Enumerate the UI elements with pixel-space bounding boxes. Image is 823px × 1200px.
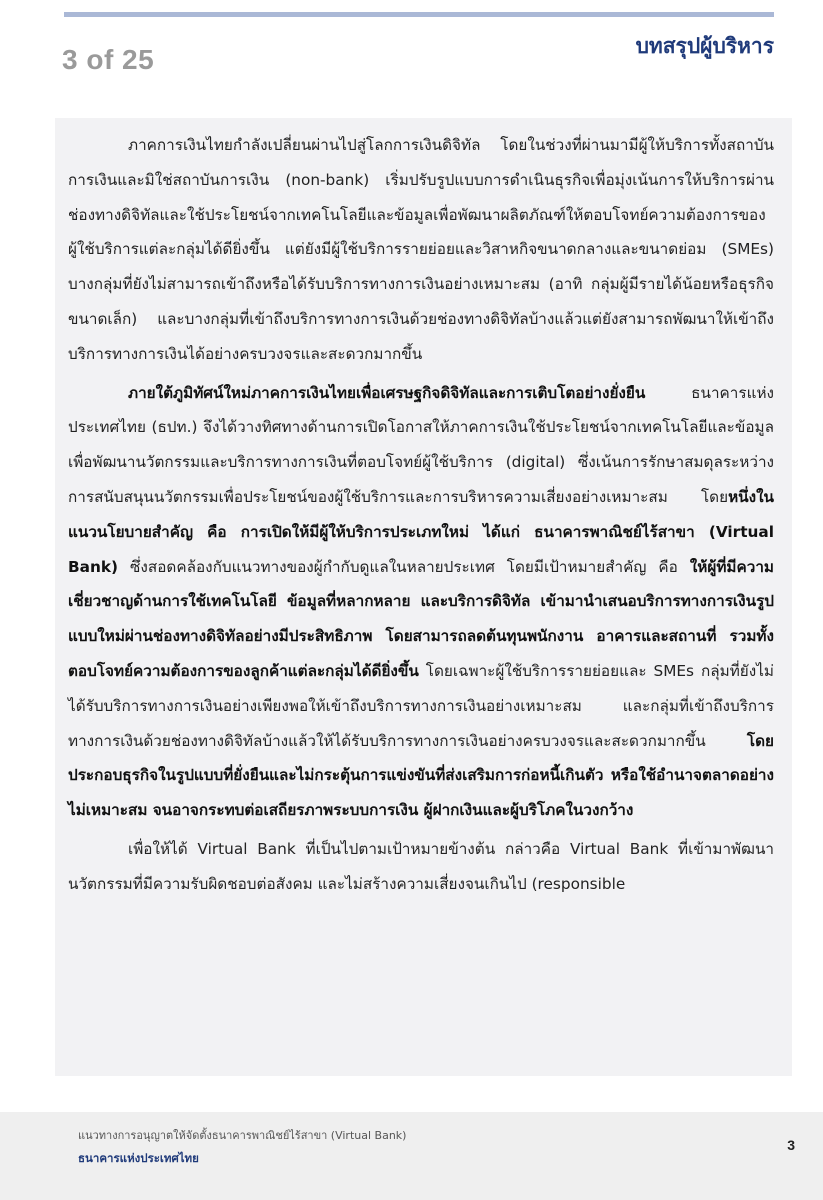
- paragraph-2-bold-4: โดยประกอบธุรกิจในรูปแบบที่ยั่งยืนและไม่กระตุ้นการแข่งขันที่ส่งเสริมการก่อหนี้เกินตัว หรือใช้อำนาจตลาดอย่างไม่เหมาะสม จนอาจกระทบต่อเสถียรภาพระบบการเงิน ผู้ฝากเงินและผู้บริโภคในวงกว้าง: [68, 731, 774, 820]
- paragraph-3-text: เพื่อให้ได้ Virtual Bank ที่เป็นไปตามเป้าหมายข้างต้น กล่าวคือ Virtual Bank ที่เข้ามาพัฒนานวัตกรรมที่มีความรับผิดชอบต่อสังคม และไม่สร้างความเสี่ยงจนเกินไป (responsible: [68, 839, 774, 893]
- paragraph-1: [68, 128, 774, 372]
- footer-organization: ธนาคารแห่งประเทศไทย: [78, 1151, 199, 1165]
- paragraph-1-text: ภาคการเงินไทยกำลังเปลี่ยนผ่านไปสู่โลกการเงินดิจิทัล โดยในช่วงที่ผ่านมามีผู้ให้บริการทั้งสถาบันการเงินและมิใช่สถาบันการเงิน (non-bank) เริ่มปรับรูปแบบการดำเนินธุรกิจเพื่อมุ่งเน้นการให้บริการผ่านช่องทางดิจิทัลและใช้ประโยชน์จากเทคโนโลยีและข้อมูลเพื่อพัฒนาผลิตภัณฑ์ให้ตอบโจทย์ความต้องการของผู้ใช้บริการแต่ละกลุ่มได้ดียิ่งขึ้น แต่ยังมีผู้ใช้บริการรายย่อยและวิสาหกิจขนาดกลางและขนาดย่อม (SMEs) บางกลุ่มที่ยังไม่สามารถเข้าถึงหรือได้รับบริการทางการเงินอย่างเหมาะสม (อาทิ กลุ่มผู้มีรายได้น้อยหรือธุรกิจขนาดเล็ก) และบางกลุ่มที่เข้าถึงบริการทางการเงินด้วยช่องทางดิจิทัลบ้างแล้วแต่ยังสามารถพัฒนาให้เข้าถึงบริการทางการเงินได้อย่างครบวงจรและสะดวกมากขึ้น: [68, 136, 774, 363]
- paragraph-2: [68, 376, 774, 828]
- document-body[interactable]: [68, 128, 774, 906]
- paragraph-2-text-2: ซึ่งสอดคล้องกับแนวทางของผู้กำกับดูแลในหลายประเทศ โดยมีเป้าหมายสำคัญ คือ: [118, 557, 690, 576]
- header-divider: [64, 12, 774, 17]
- footer-page-number: 3: [787, 1137, 795, 1153]
- paragraph-2-text-1: ธนาคารแห่งประเทศไทย (ธปท.) จึงได้วางทิศทางด้านการเปิดโอกาสให้ภาคการเงินใช้ประโยชน์จากเทคโนโลยีและข้อมูลเพื่อพัฒนานวัตกรรมและบริการทางการเงินที่ตอบโจทย์ผู้ใช้บริการ (digital) ซึ่งเน้นการรักษาสมดุลระหว่างการสนับสนุนนวัตกรรมเพื่อประโยชน์ของผู้ใช้บริการและการบริหารความเสี่ยงอย่างเหมาะสม โดย: [68, 383, 774, 506]
- paragraph-2-bold-2: หนึ่งในแนวนโยบายสำคัญ คือ การเปิดให้มีผู้ให้บริการประเภทใหม่ ได้แก่ ธนาคารพาณิชย์ไร้สาขา (Virtual Bank): [68, 487, 774, 576]
- paragraph-3: [68, 832, 774, 902]
- page-counter: 3 of 25: [62, 44, 155, 75]
- paragraph-2-text-3: โดยเฉพาะผู้ใช้บริการรายย่อยและ SMEs กลุ่มที่ยังไม่ได้รับบริการทางการเงินอย่างเพียงพอให้เข้าถึงบริการทางการเงินอย่างเหมาะสม และกลุ่มที่เข้าถึงบริการทางการเงินด้วยช่องทางดิจิทัลบ้างแล้วให้ได้รับบริการทางการเงินอย่างครบวงจรและสะดวกมากขึ้น: [68, 661, 774, 750]
- paragraph-2-bold-1: ภายใต้ภูมิทัศน์ใหม่ภาคการเงินไทยเพื่อเศรษฐกิจดิจิทัลและการเติบโตอย่างยั่งยืน: [128, 383, 646, 402]
- footer-document-title: แนวทางการอนุญาตให้จัดตั้งธนาคารพาณิชย์ไร้สาขา (Virtual Bank): [78, 1129, 407, 1142]
- paragraph-2-bold-3: ให้ผู้ที่มีความเชี่ยวชาญด้านการใช้เทคโนโลยี ข้อมูลที่หลากหลาย และบริการดิจิทัล เข้ามานำเสนอบริการทางการเงินรูปแบบใหม่ผ่านช่องทางดิจิทัลอย่างมีประสิทธิภาพ โดยสามารถลดต้นทุนพนักงาน อาคารและสถานที่ รวมทั้งตอบโจทย์ความต้องการของลูกค้าแต่ละกลุ่มได้ดียิ่งขึ้น: [68, 557, 774, 680]
- section-title: บทสรุปผู้บริหาร: [635, 34, 774, 58]
